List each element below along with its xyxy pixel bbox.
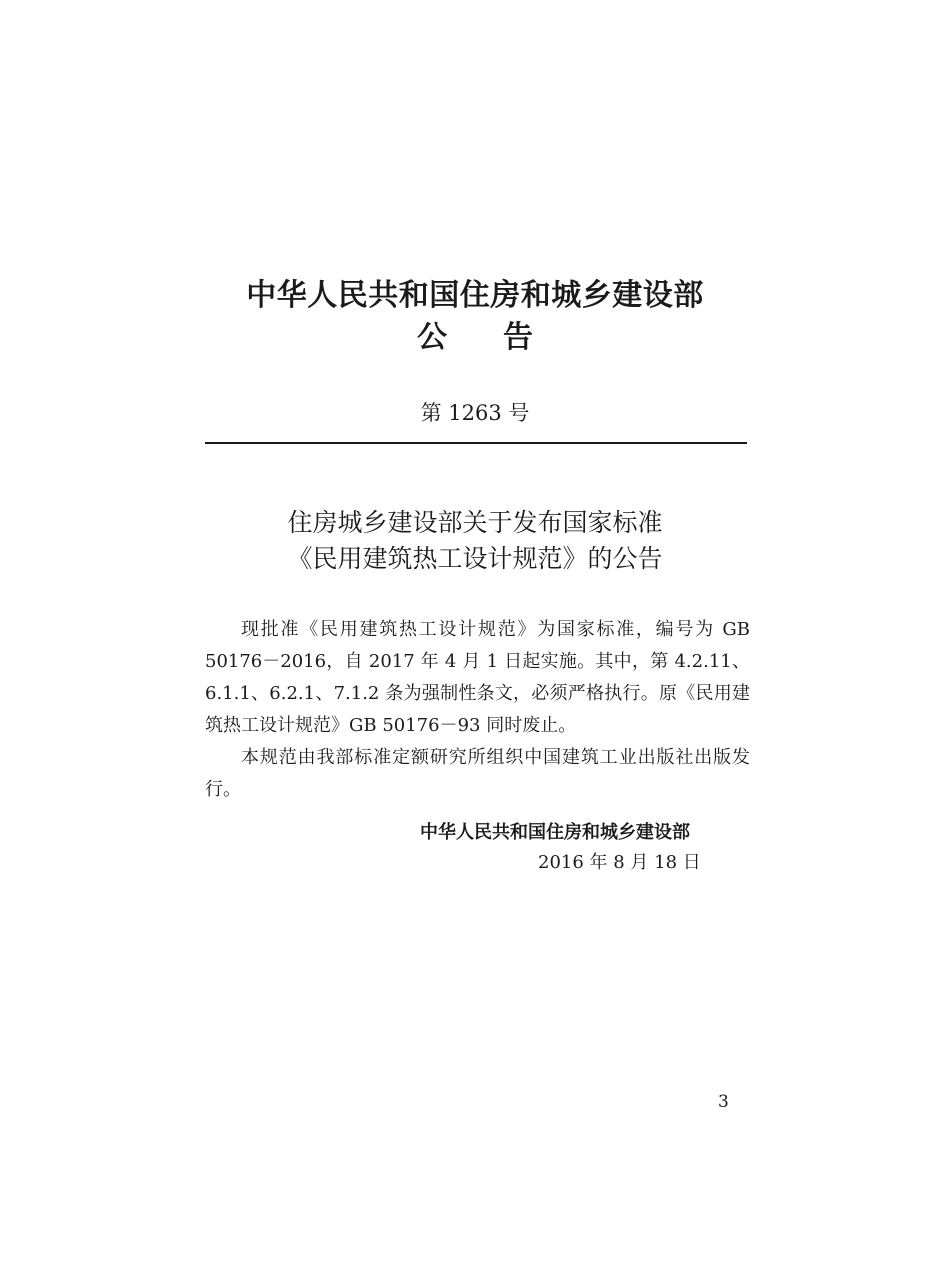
page-number: 3 bbox=[718, 1092, 729, 1112]
issue-date: 2016 年 8 月 18 日 bbox=[538, 852, 701, 873]
announcement-heading: 公告 bbox=[417, 320, 589, 355]
subject-line-2: 《民用建筑热工设计规范》的公告 bbox=[287, 544, 663, 573]
body-paragraph-1: 现批准《民用建筑热工设计规范》为国家标准，编号为 GB 50176－2016，自 2017 年 4 月 1 日起实施。其中，第 4.2.11、6.1.1、6.2.1、7.1.2 条为强制性条文，必须严格执行。原《民用建筑热工设计规范》GB 50176－93 同时废止。 bbox=[205, 619, 750, 736]
document-number: 第 1263 号 bbox=[420, 401, 530, 425]
announcement-body bbox=[205, 614, 750, 806]
body-paragraph-2: 本规范由我部标准定额研究所组织中国建筑工业出版社出版发行。 bbox=[205, 747, 750, 800]
header-divider bbox=[205, 442, 747, 444]
ministry-title: 中华人民共和国住房和城乡建设部 bbox=[246, 278, 704, 313]
issuer-signature: 中华人民共和国住房和城乡建设部 bbox=[420, 822, 690, 843]
subject-line-1: 住房城乡建设部关于发布国家标准 bbox=[287, 508, 663, 537]
announcement-subject bbox=[0, 505, 950, 577]
